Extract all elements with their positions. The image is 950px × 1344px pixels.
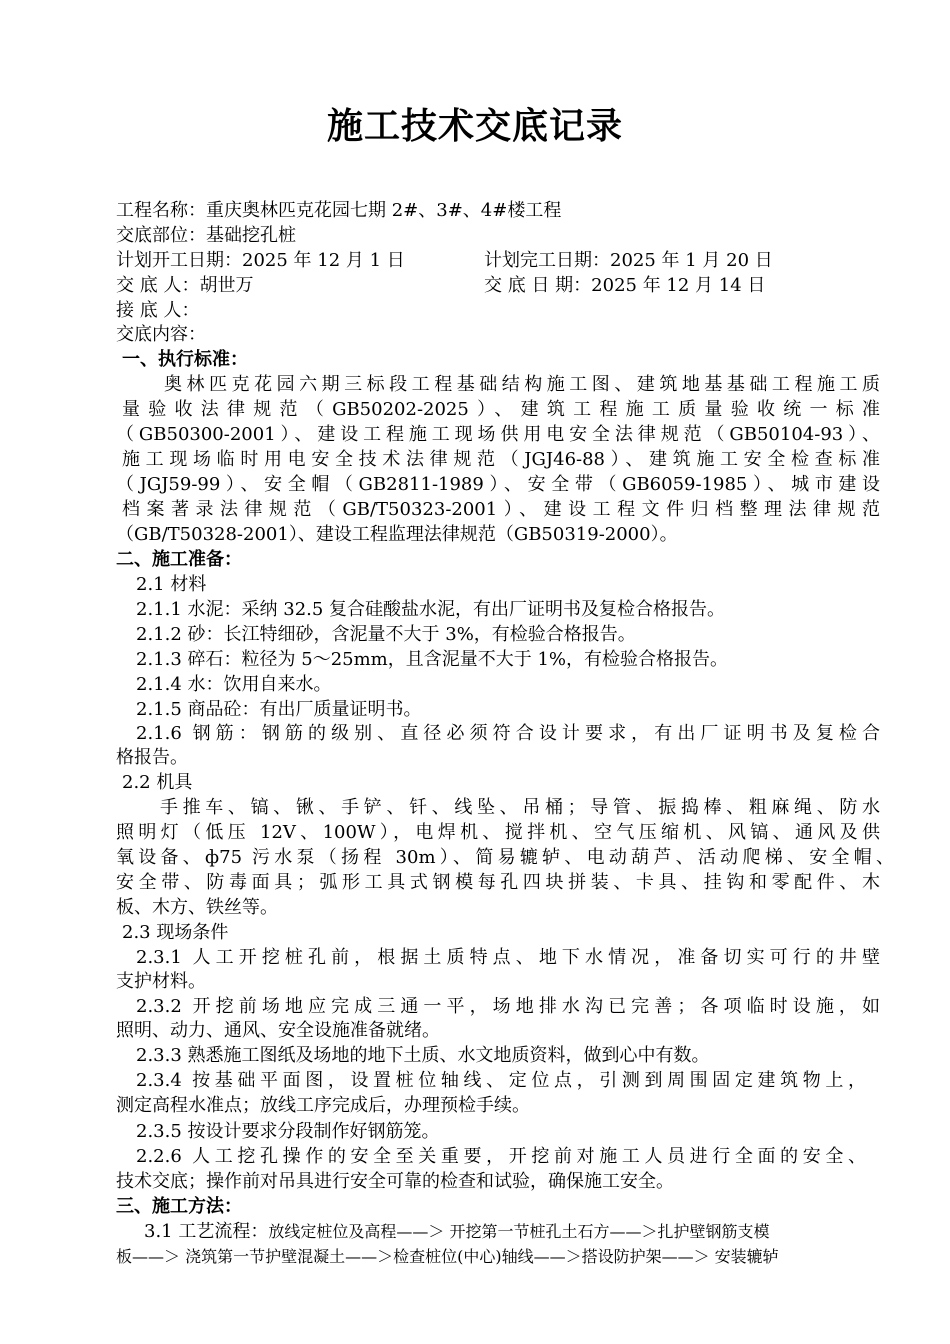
site-condition-item: 2.3.5 按设计要求分段制作好钢筋笼。 <box>136 1121 440 1142</box>
material-water: 2.1.4 水：饮用自来水。 <box>136 674 332 695</box>
process-flow-text: 放线定桩位及高程——＞ 开挖第一节桩孔土石方——＞扎护壁钢筋支模 <box>268 1222 770 1241</box>
discloser-label: 交 底 人： <box>116 275 200 296</box>
page-title: 施工技术交底记录 <box>326 106 623 147</box>
project-name-value: 重庆奥林匹克花园七期 2#、3#、4#楼工程 <box>206 200 562 221</box>
plan-start-label: 计划开工日期： <box>116 250 242 271</box>
process-flow-cont: 板——＞ 浇筑第一节护壁混凝土——＞检查桩位(中心)轴线——＞搭设防护架——＞ 安装辘轳 <box>116 1247 779 1266</box>
materials-heading: 2.1 材料 <box>136 574 207 595</box>
tools-line: 氧设备、ф75 污水泵（扬程 30m）、简易辘轳、电动葫芦、活动爬梯、安全帽、 <box>116 847 894 868</box>
plan-end-line <box>484 249 773 273</box>
disclose-date-line <box>484 274 765 298</box>
standard-line: 量验收法律规范（GB50202-2025）、建筑工程施工质量验收统一标准 <box>122 399 880 420</box>
standard-line: 奥林匹克花园六期三标段工程基础结构施工图、建筑地基基础工程施工质 <box>164 374 880 395</box>
plan-end-label: 计划完工日期： <box>484 250 610 271</box>
project-name-label: 工程名称： <box>116 200 206 221</box>
material-sand: 2.1.2 砂：长江特细砂，含泥量不大于 3%，有检验合格报告。 <box>136 624 636 645</box>
standard-line: （JGJ59-99）、安全帽（GB2811-1989）、安全带（GB6059-1985）、城市建设 <box>116 474 880 495</box>
disclosure-part-value: 基础挖孔桩 <box>206 225 296 246</box>
section-1-heading: 一、执行标准： <box>122 349 248 370</box>
discloser-value: 胡世万 <box>199 275 254 296</box>
standard-line: 档案著录法律规范（GB/T50323-2001）、建设工程文件归档整理法律规范 <box>122 499 880 520</box>
material-rebar-cont: 格报告。 <box>116 747 188 768</box>
standard-line: （GB50300-2001）、建设工程施工现场供用电安全法律规范（GB50104-93）、 <box>116 424 880 445</box>
tools-line: 照明灯（低压 12V、100W），电焊机、搅拌机、空气压缩机、风镐、通风及供 <box>116 822 880 843</box>
standard-line: 施工现场临时用电安全技术法律规范（JGJ46-88）、建筑施工安全检查标准 <box>122 449 880 470</box>
safety-item: 2.2.6 人工挖孔操作的安全至关重要，开挖前对施工人员进行全面的安全、 <box>136 1146 866 1167</box>
disclosure-part-line <box>116 224 296 248</box>
standard-line: （GB/T50328-2001）、建设工程监理法律规范（GB50319-2000）。 <box>116 524 678 545</box>
site-conditions-heading: 2.3 现场条件 <box>122 922 229 943</box>
plan-start-line <box>116 249 405 273</box>
section-2-heading: 二、施工准备： <box>116 549 242 570</box>
project-name-line <box>116 199 561 223</box>
discloser-line <box>116 274 253 298</box>
site-condition-item: 2.3.2 开挖前场地应完成三通一平，场地排水沟已完善；各项临时设施，如 <box>136 996 880 1017</box>
material-rebar: 2.1.6 钢筋：钢筋的级别、直径必须符合设计要求，有出厂证明书及复检合 <box>136 723 880 744</box>
tools-line: 手推车、镐、锹、手铲、钎、线坠、吊桶；导管、振捣棒、粗麻绳、防水 <box>160 797 880 818</box>
disclose-date-label: 交 底 日 期： <box>484 275 592 296</box>
site-condition-item: 2.3.4 按基础平面图，设置桩位轴线、定位点，引测到周围固定建筑物上， <box>136 1070 866 1091</box>
disclose-date-value: 2025 年 12 月 14 日 <box>591 275 766 296</box>
material-concrete: 2.1.5 商品砼：有出厂质量证明书。 <box>136 699 422 720</box>
tools-line: 板、木方、铁丝等。 <box>116 897 278 918</box>
plan-end-value: 2025 年 1 月 20 日 <box>610 250 773 271</box>
site-condition-item: 2.3.3 熟悉施工图纸及场地的地下土质、水文地质资料，做到心中有数。 <box>136 1045 710 1066</box>
tools-heading: 2.2 机具 <box>122 772 193 793</box>
site-condition-item-cont: 测定高程水准点；放线工序完成后，办理预检手续。 <box>116 1095 530 1116</box>
material-gravel: 2.1.3 碎石：粒径为 5～25mm，且含泥量不大于 1%，有检验合格报告。 <box>136 649 729 670</box>
site-condition-item-cont: 支护材料。 <box>116 971 206 992</box>
disclosure-part-label: 交底部位： <box>116 225 206 246</box>
process-flow-label: 3.1 工艺流程： <box>144 1221 269 1242</box>
receiver-label: 接 底 人： <box>116 300 200 321</box>
site-condition-item-cont: 照明、动力、通风、安全设施准备就绪。 <box>116 1020 440 1041</box>
safety-item-cont: 技术交底；操作前对吊具进行安全可靠的检查和试验，确保施工安全。 <box>116 1171 674 1192</box>
site-condition-item: 2.3.1 人工开挖桩孔前，根据土质特点、地下水情况，准备切实可行的井壁 <box>136 947 880 968</box>
content-label: 交底内容： <box>116 324 206 345</box>
tools-line: 安全带、防毒面具；弧形工具式钢模每孔四块拼装、卡具、挂钩和零配件、木 <box>116 872 880 893</box>
material-cement: 2.1.1 水泥：采纳 32.5 复合硅酸盐水泥，有出厂证明书及复检合格报告。 <box>136 599 726 620</box>
section-3-heading: 三、施工方法： <box>116 1196 242 1217</box>
plan-start-value: 2025 年 12 月 1 日 <box>242 250 405 271</box>
process-flow-line <box>144 1220 769 1244</box>
